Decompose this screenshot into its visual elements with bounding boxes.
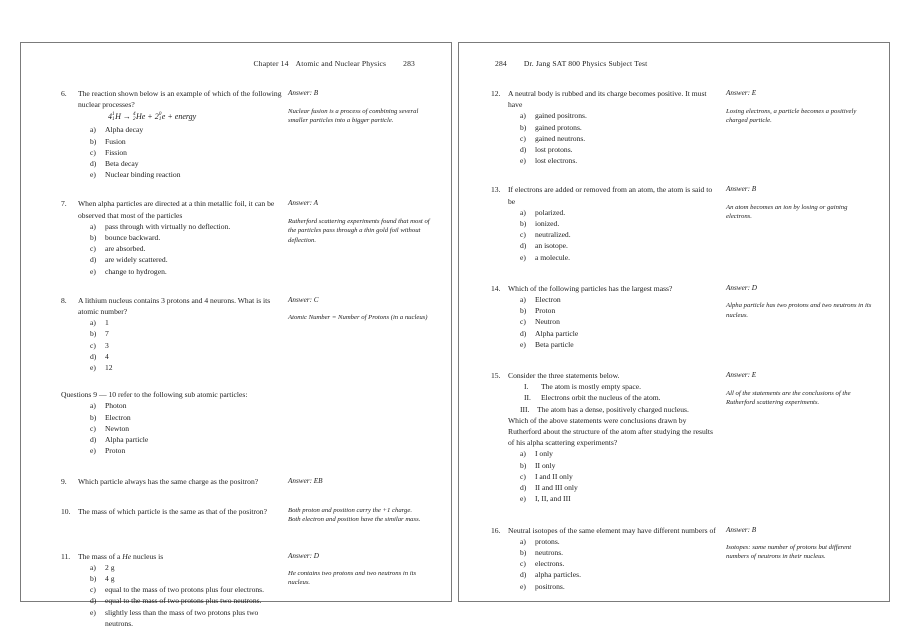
choice-item[interactable]: b) Electron [90, 412, 131, 422]
eq-arrow: → [122, 112, 131, 122]
question-7-main [35, 198, 282, 276]
choice-item[interactable]: b) neutrons. [520, 547, 564, 557]
question-block-11 [35, 551, 437, 629]
question-6-choices [61, 124, 282, 180]
choice-item[interactable]: a) Photon [90, 401, 127, 411]
question-16-answer-column [720, 525, 875, 562]
answer-label: Answer: A [288, 199, 319, 208]
choice-item[interactable]: b) ionized. [520, 219, 560, 229]
choice-item[interactable]: d) alpha particles. [520, 570, 581, 580]
question-13-main [473, 184, 720, 262]
left-page-running-head [35, 59, 437, 69]
choice-item[interactable]: d) equal to the mass of two protons plus two neutrons. [90, 596, 262, 606]
question-15-number: 15. [491, 371, 501, 381]
question-group-intro-9-10 [35, 389, 437, 456]
eq-isotope-2: 4 2 [132, 110, 136, 123]
answer-explanation: Alpha particle has two protons and two neutrons in its nucleus. [726, 302, 872, 319]
question-11-stem [78, 551, 282, 562]
roman-statement-item: I. The atom is mostly empty space. [524, 382, 641, 392]
choice-item[interactable]: d) lost protons. [520, 145, 573, 155]
answer-explanation: All of the statements are the conclusions of the Rutherford scattering experiments. [726, 389, 851, 406]
roman-statement-item: III. The atom has a dense, positively charged nucleus. [520, 404, 689, 414]
question-8-answer-column [282, 295, 437, 323]
answer-label: Answer: D [726, 283, 757, 292]
choice-item[interactable]: a) polarized. [520, 207, 566, 217]
choice-item[interactable]: d) 4 [90, 351, 109, 361]
eq-coef-1: 4 [108, 112, 112, 122]
answer-explanation: Both proton and position carry the +1 charge. Both electron and position have the similar mass. [288, 506, 421, 524]
choice-item[interactable]: d) Alpha particle [90, 435, 149, 445]
question-11-stem-post: nucleus is [131, 551, 164, 561]
choice-item[interactable]: b) 7 [90, 329, 109, 339]
choice-item[interactable]: d) Beta decay [90, 159, 139, 169]
question-14-main [473, 283, 720, 350]
answer-explanation: He contains two protons and two neutrons in its nucleus. [288, 570, 417, 587]
choice-item[interactable]: e) change to hydrogen. [90, 266, 167, 276]
left-page [20, 42, 452, 628]
question-16-choices [491, 536, 720, 592]
question-14-stem: Which of the following particles has the largest mass? [508, 283, 673, 293]
roman-statement-item: II. Electrons orbit the nucleus of the atom. [524, 393, 661, 403]
question-10-main [35, 506, 282, 517]
question-7-answer-column [282, 198, 437, 245]
answer-explanation: An atom becomes an ion by losing or gaining electrons. [726, 203, 848, 221]
answer-explanation: Rutherford scattering experiments found that most of the particles pass through a thin gold foil without deflection. [288, 217, 430, 244]
running-head-page-number: 283 [403, 59, 415, 68]
right-page [458, 42, 890, 602]
choice-item[interactable]: a) 1 [90, 318, 109, 328]
choice-item[interactable]: c) equal to the mass of two protons plus four electrons. [90, 585, 265, 595]
choice-item[interactable]: d) II and III only [520, 483, 578, 493]
question-16-number: 16. [491, 525, 501, 535]
question-14-number: 14. [491, 283, 501, 293]
choice-item[interactable]: e) a molecule. [520, 252, 570, 262]
eq-element-2: He [135, 112, 146, 122]
question-9-main [35, 476, 282, 487]
choice-item[interactable]: c) Neutron [520, 317, 560, 327]
question-block-9 [35, 476, 437, 487]
question-12-main [473, 88, 720, 166]
question-6-equation [61, 111, 282, 123]
question-block-15 [473, 370, 875, 504]
eq-plus-1: + [147, 112, 153, 122]
choice-item[interactable]: c) Fission [90, 147, 127, 157]
question-12-stem: A neutral body is rubbed and its charge becomes positive. It must have [508, 89, 707, 110]
choice-item[interactable]: b) Fusion [90, 136, 126, 146]
group-intro-choices [61, 400, 282, 456]
question-11-stem-pre: The mass of a [78, 551, 123, 561]
question-10-answer-column [282, 506, 437, 525]
answer-label: Answer: B [726, 525, 757, 534]
question-9-answer-column [282, 476, 437, 487]
question-15-answer-column [720, 370, 875, 407]
running-head-chapter: Chapter 14 [253, 59, 289, 68]
choice-item[interactable]: c) Newton [90, 423, 130, 433]
choice-item[interactable]: e) I, II, and III [520, 494, 571, 504]
choice-item[interactable]: b) II only [520, 460, 556, 470]
choice-item[interactable]: b) bounce backward. [90, 233, 161, 243]
eq-isotope-1: 1 1 [112, 110, 115, 123]
question-16-main [473, 525, 720, 592]
eq-element-3: e [161, 112, 166, 122]
question-8-main [35, 295, 282, 373]
question-block-7 [35, 198, 437, 276]
question-8-number: 8. [61, 295, 67, 305]
question-6-main [35, 88, 282, 180]
question-block-12 [473, 88, 875, 166]
group-intro-main [35, 389, 282, 456]
choice-item[interactable]: e) Beta particle [520, 339, 574, 349]
question-11-main [35, 551, 282, 629]
question-12-choices [491, 110, 720, 166]
question-8-stem: A lithium nucleus contains 3 protons and 4 neurons. What is its atomic number? [78, 295, 271, 317]
choice-item[interactable]: d) are widely scattered. [90, 255, 168, 265]
question-16-stem: Neutral isotopes of the same element may have different numbers of [508, 525, 716, 535]
answer-label: Answer: EB [288, 477, 323, 486]
question-block-10 [35, 506, 437, 525]
answer-label: Answer: E [726, 371, 757, 380]
answer-label: Answer: E [726, 89, 757, 97]
choice-item[interactable]: c) gained neutrons. [520, 133, 586, 143]
choice-item[interactable]: a) Alpha decay [90, 125, 144, 135]
question-14-answer-column [720, 283, 875, 320]
answer-explanation: Losing electrons, a particle becomes a positively charged particle. [726, 107, 857, 124]
answer-explanation: Isotopes: same number of protons but different numbers of neutrons in their nucleus. [726, 544, 852, 561]
choice-item[interactable]: a) I only [520, 449, 553, 459]
choice-item[interactable]: e) slightly less than the mass of two protons plus two neutrons. [90, 607, 259, 628]
question-13-answer-column [720, 184, 875, 221]
eq-element-1: H [115, 112, 121, 122]
eq-tail: energy [174, 112, 197, 122]
question-15-choices [491, 448, 720, 504]
eq-plus-2: + [167, 112, 173, 122]
choice-item[interactable]: c) 3 [90, 340, 109, 350]
choice-item[interactable]: e) Nuclear binding reaction [90, 170, 181, 180]
question-10-stem: The mass of which particle is the same as that of the positron? [78, 506, 267, 516]
answer-label: Answer: C [288, 295, 319, 304]
answer-explanation: Atomic Number = Number of Protons (in a nucleus) [288, 314, 428, 322]
question-11-choices [61, 562, 282, 629]
choice-item[interactable]: e) Proton [90, 446, 126, 456]
choice-item[interactable]: a) pass through with virtually no deflection. [90, 221, 231, 231]
question-15-stem: Consider the three statements below. [508, 371, 620, 381]
question-block-8 [35, 295, 437, 373]
choice-item[interactable]: e) 12 [90, 363, 113, 373]
question-block-14 [473, 283, 875, 350]
choice-item[interactable]: b) 4 g [90, 573, 115, 583]
question-9-number: 9. [61, 477, 67, 487]
answer-explanation: Nuclear fusion is a process of combining several smaller particles into a bigger particle. [288, 107, 419, 124]
question-10-number: 10. [61, 506, 71, 516]
question-7-choices [61, 221, 282, 277]
question-6-answer-column [282, 88, 437, 125]
question-block-6 [35, 88, 437, 180]
question-9-stem: Which particle always has the same charge as the positron? [78, 477, 259, 487]
question-13-choices [491, 207, 720, 263]
question-6-stem: The reaction shown below is an example of which of the following nuclear processes? [78, 89, 282, 110]
choice-item[interactable]: a) protons. [520, 536, 560, 546]
choice-item[interactable]: c) I and II only [520, 471, 573, 481]
running-head-page-number: 284 [495, 59, 507, 68]
running-head-title: Atomic and Nuclear Physics [295, 59, 387, 68]
question-14-choices [491, 294, 720, 350]
question-11-answer-column [282, 551, 437, 588]
question-8-choices [61, 317, 282, 373]
question-7-stem: When alpha particles are directed at a thin metallic foil, it can be observed that most of the particles [78, 199, 275, 220]
question-12-number: 12. [491, 89, 501, 98]
question-15-roman-statements [491, 381, 720, 415]
choice-item[interactable]: a) 2 g [90, 562, 115, 572]
running-head-title: Dr. Jang SAT 800 Physics Subject Test [523, 59, 648, 68]
question-15-tail: Which of the above statements were conclusions drawn by Rutherford about the structure of the atom after studying the results of his alpha scattering experiments? [508, 415, 713, 448]
answer-label: Answer: B [288, 89, 319, 97]
answer-label: Answer: D [288, 551, 319, 560]
choice-item[interactable]: c) are absorbed. [90, 244, 146, 254]
choice-item[interactable]: a) Electron [520, 295, 561, 305]
eq-isotope-3: 0 1 [158, 110, 162, 123]
question-7-number: 7. [61, 199, 67, 209]
choice-item[interactable]: b) Proton [520, 306, 556, 316]
choice-item[interactable]: c) neutralized. [520, 230, 571, 240]
question-11-stem-symbol: He [122, 551, 132, 561]
choice-item[interactable]: a) gained positrons. [520, 111, 587, 121]
choice-item[interactable]: e) positrons. [520, 581, 565, 591]
choice-item[interactable]: d) Alpha particle [520, 328, 579, 338]
question-6-number: 6. [61, 89, 67, 98]
choice-item[interactable]: b) gained protons. [520, 122, 582, 132]
question-11-number: 11. [61, 551, 71, 561]
question-13-stem: If electrons are added or removed from an atom, the atom is said to be [508, 185, 713, 206]
eq-coef-3: 2 [154, 112, 159, 122]
question-block-16 [473, 525, 875, 592]
right-page-running-head [473, 59, 875, 69]
answer-label: Answer: B [726, 185, 757, 194]
choice-item[interactable]: e) lost electrons. [520, 156, 578, 166]
group-intro-text: Questions 9 — 10 refer to the following sub atomic particles: [61, 390, 248, 400]
question-12-answer-column [720, 88, 875, 125]
question-15-main [473, 370, 720, 504]
question-block-13 [473, 184, 875, 262]
choice-item[interactable]: c) electrons. [520, 559, 565, 569]
choice-item[interactable]: d) an isotope. [520, 241, 568, 251]
question-13-number: 13. [491, 185, 501, 195]
